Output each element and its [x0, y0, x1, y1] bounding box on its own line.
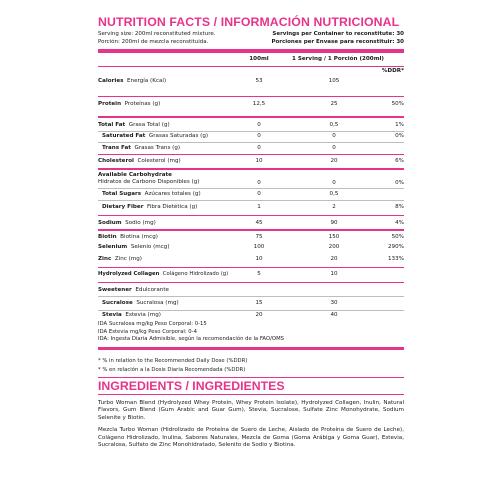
value-100ml: 10: [255, 158, 263, 165]
value-ddr: 0%: [395, 179, 404, 186]
value-serving: 10: [330, 270, 338, 277]
serving-row-es: [98, 38, 404, 46]
nutrient-es: Proteínas (g): [124, 101, 161, 108]
ida-notes: [98, 321, 404, 343]
value-100ml: 10: [255, 255, 263, 262]
nutrient-en: Dietary Fiber: [102, 204, 144, 211]
serving-row-en: [98, 30, 404, 38]
footnote: * % en relación a la Dosis Diaria Recomendada (%DDR): [98, 366, 246, 373]
ida-note: IDA Estevia mg/kg Peso Corporal: 0-4: [98, 328, 197, 335]
nutrition-label: [98, 14, 404, 449]
nutrient-en: Hydrolyzed Collagen: [98, 270, 160, 277]
value-100ml: 20: [255, 312, 263, 319]
value-serving: 105: [328, 78, 340, 85]
ingredients-en: Turbo Woman Blend (Hydrolyzed Whey Protein, Whey Protein Isolate), Hydrolyzed Collagen, Inulin, Natural Flavors, Gum Blend (Gum Arabic and Guar Gum), Stevia, Sucralose, Sulfate Zinc Monohydrate, Sodium Selenite y Biotin.: [98, 399, 404, 421]
value-ddr: 6%: [395, 158, 404, 165]
value-serving: 200: [328, 243, 340, 250]
nutrient-en: Trans Fat: [102, 145, 131, 152]
value-serving: 25: [330, 101, 338, 108]
value-ddr: 0%: [395, 133, 404, 140]
divider: [98, 215, 404, 216]
nutrient-es: Grasas Saturadas (g): [148, 133, 209, 140]
value-100ml: 0: [257, 145, 261, 152]
col-header-ddr: %DDR*: [381, 68, 404, 75]
nutrient-es: Grasa Total (g): [128, 121, 170, 128]
row-total-sugars: [98, 188, 404, 200]
nutrient-en: Protein: [98, 101, 122, 108]
value-serving: 0: [332, 145, 336, 152]
value-100ml: 15: [255, 299, 263, 306]
nutrient-en: Stevia: [102, 312, 122, 319]
ingredients-es: Mezcla Turbo Woman (Hidrolizado de Proteína de Suero de Leche, Aislado de Proteína de Suero de Leche), Colágeno Hidrolizado, Inulina, Sabores Naturales, Mezcla de Goma (Goma Arábiga y Goma Guar), Estevia, Sucralosa, Sulfato de Zinc Monohidratado, Selenito de Sodio y Biotina.: [98, 427, 404, 448]
col-header-serving: 1 Serving / 1 Porción (200ml): [292, 56, 384, 62]
row-zinc: [98, 253, 404, 265]
value-ddr: 133%: [388, 255, 404, 262]
nutrient-en: Selenium: [98, 243, 128, 250]
value-100ml: 0: [257, 121, 261, 128]
nutrient-es: Energía (Kcal): [127, 78, 167, 85]
col-header-100ml: 100ml: [249, 56, 269, 62]
nutrient-es: Sodio (mg): [125, 220, 156, 227]
value-ddr: 8%: [395, 204, 404, 211]
row-cholesterol: [98, 155, 404, 168]
divider: [98, 394, 404, 395]
value-serving: 90: [330, 220, 338, 227]
nutrient-en: Calories: [98, 78, 124, 85]
value-100ml: 100: [253, 243, 265, 250]
row-calories: [98, 76, 404, 87]
ida-note: IDA Sucralosa mg/kg Peso Corporal: 0-15: [98, 321, 207, 328]
row-hydrolyzed-collagen: [98, 268, 404, 281]
value-serving: 20: [330, 158, 338, 165]
serving-size-en: Serving size: 200ml reconstituted mixture.: [98, 31, 216, 37]
row-selenium: [98, 242, 404, 253]
nutrient-es: Zinc (mg): [114, 255, 142, 262]
value-serving: 20: [330, 255, 338, 262]
footnote: * % in relation to the Recommended Daily Dose (%DDR): [98, 357, 248, 364]
nutrient-es: Biotina (mcg): [120, 233, 158, 240]
serving-size-es: Porción: 200ml de mezcla reconstituida.: [98, 39, 209, 45]
nutrient-es: Selenio (mcg): [130, 243, 170, 250]
nutrient-es: Azúcares totales (g): [144, 191, 201, 198]
value-100ml: 1: [257, 204, 261, 211]
nutrient-es: Sucralosa (mg): [136, 299, 179, 306]
row-protein: [98, 97, 404, 111]
ingredients-title: INGREDIENTS / INGREDIENTES: [98, 378, 285, 393]
row-sucralose: [98, 297, 404, 310]
row-biotin: [98, 232, 404, 242]
nutrient-en: Sweetener: [98, 286, 132, 293]
nutrient-es: Grasas Trans (g): [134, 145, 181, 152]
value-100ml: 12,5: [252, 101, 266, 108]
value-serving: 2: [332, 204, 336, 211]
value-ddr: 1%: [395, 121, 404, 128]
nutrient-en: Cholesterol: [98, 158, 134, 165]
value-ddr: 290%: [388, 243, 404, 250]
value-ddr: 4%: [395, 220, 404, 227]
value-serving: 0: [332, 179, 336, 186]
value-serving: 0: [332, 133, 336, 140]
nutrient-en: Total Sugars: [102, 191, 142, 198]
footnotes: [98, 357, 404, 375]
row-trans-fat: [98, 143, 404, 154]
value-serving: 30: [330, 299, 338, 306]
row-sodium: [98, 217, 404, 229]
servings-per-container-en: Servings per Container to reconstitute: 30: [272, 31, 404, 37]
divider: [98, 282, 404, 283]
divider-thick: [98, 347, 404, 350]
nutrient-es: Colágeno Hidrolizado (g): [162, 270, 229, 277]
value-100ml: 5: [257, 270, 261, 277]
nutrient-en: Total Fat: [98, 121, 126, 128]
nutrient-es: Estevia (mg): [125, 312, 161, 319]
value-serving: 40: [330, 312, 338, 319]
nutrient-es: Hidratos de Carbono Disponibles (g): [98, 179, 200, 186]
divider: [98, 116, 404, 117]
nutrient-es: Fibra Dietética (g): [147, 204, 198, 211]
label-title: NUTRITION FACTS / INFORMACIÓN NUTRICIONAL: [98, 15, 400, 29]
nutrient-en: Zinc: [98, 255, 112, 262]
column-header: [98, 53, 404, 66]
value-serving: 150: [328, 233, 340, 240]
row-dietary-fiber: [98, 201, 404, 213]
value-serving: 0,5: [329, 191, 339, 198]
value-100ml: 0: [257, 179, 261, 186]
value-100ml: 0: [257, 133, 261, 140]
value-100ml: 53: [255, 78, 263, 85]
column-header-ddr: [98, 67, 404, 76]
nutrient-en: Saturated Fat: [102, 133, 146, 140]
value-100ml: 0: [257, 191, 261, 198]
row-saturated-fat: [98, 131, 404, 142]
nutrient-en: Sucralose: [102, 299, 133, 306]
nutrient-es: Edulcorante: [135, 286, 169, 293]
nutrient-es: Colesterol (mg): [137, 158, 181, 165]
nutrient-en: Biotin: [98, 233, 117, 240]
ida-note: IDA: Ingesta Diaria Admisible, según la recomendación de la FAO/OMS: [98, 335, 284, 342]
row-stevia: [98, 310, 404, 321]
value-100ml: 75: [255, 233, 263, 240]
value-100ml: 45: [255, 220, 263, 227]
value-ddr: 50%: [391, 101, 404, 108]
nutrient-en: Available Carbohydrate: [98, 171, 172, 178]
row-carbohydrate: [98, 172, 404, 188]
row-sweetener: [98, 284, 404, 296]
value-ddr: 50%: [391, 233, 404, 240]
value-serving: 0,5: [329, 121, 339, 128]
nutrient-en: Sodium: [98, 220, 122, 227]
divider: [98, 168, 404, 169]
row-total-fat: [98, 120, 404, 131]
servings-per-container-es: Porciones per Envase para reconstituir: 30: [271, 39, 404, 45]
divider: [98, 229, 404, 230]
